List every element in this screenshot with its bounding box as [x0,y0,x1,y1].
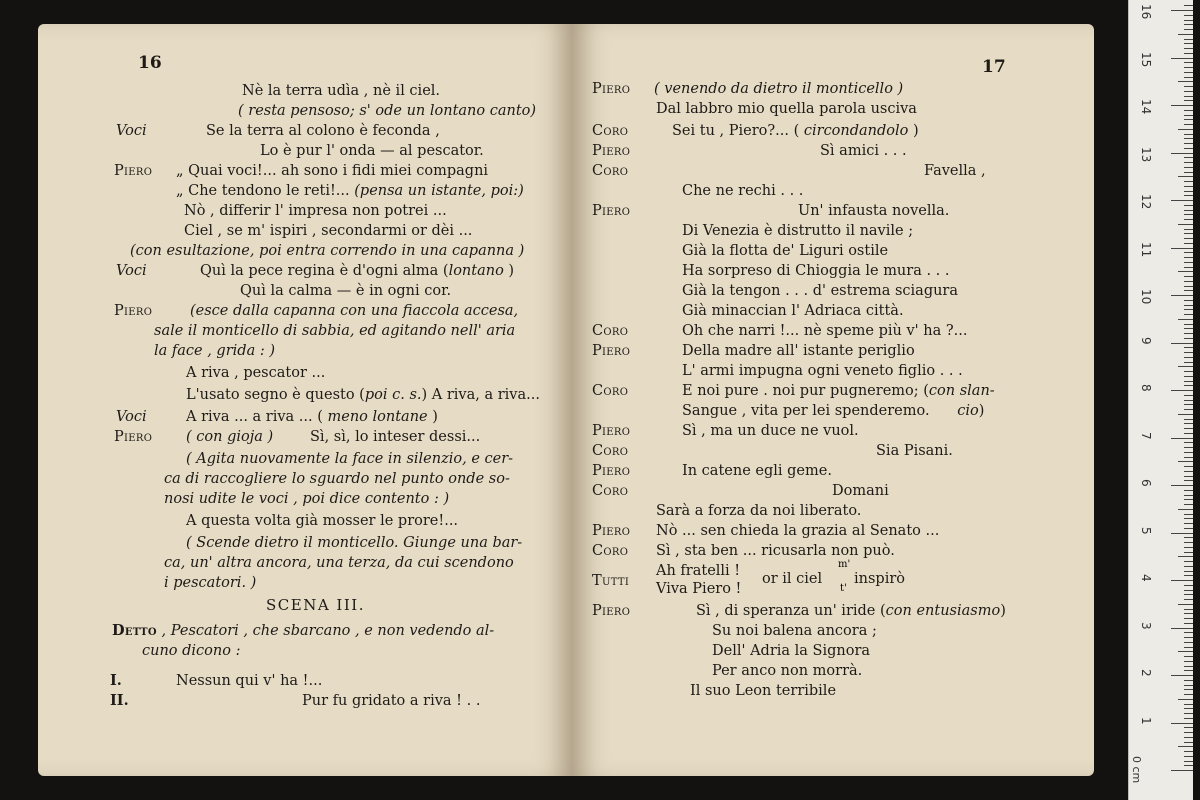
text-line: Detto , Pescatori , che sbarcano , e non vedendo al- [112,622,495,639]
ruler-tick [1184,623,1193,624]
speaker-label: Voci [116,409,147,425]
speaker-label: Piero [592,81,631,97]
ruler-number: 2 [1139,669,1153,677]
ruler-tick [1184,195,1193,196]
speaker-label: Coro [592,123,629,139]
ruler-tick [1171,485,1193,486]
text-line: L' armi impugna ogni veneto figlio . . . [682,363,963,379]
ruler-tick [1184,423,1193,424]
ruler-tick [1184,181,1193,182]
ruler-tick [1184,613,1193,614]
ruler-tick [1184,404,1193,405]
stage-direction: ( venendo da dietro il monticello ) [654,81,904,97]
measuring-ruler [1128,0,1193,800]
text-line: Sì , ma un duce ne vuol. [682,423,859,439]
ruler-tick [1184,300,1193,301]
text-line: Nessun qui v' ha !... [176,673,323,689]
ruler-tick [1184,381,1193,382]
text-line: Ha sorpreso di Chioggia le mura . . . [682,263,950,279]
ruler-number: 14 [1139,99,1153,115]
ruler-tick [1171,105,1193,106]
ruler-tick [1184,305,1193,306]
ruler-tick [1184,670,1193,671]
ruler-tick [1184,419,1193,420]
ruler-tick [1178,509,1193,510]
ruler-tick [1184,542,1193,543]
ruler-tick [1184,347,1193,348]
speaker-label: Piero [592,203,631,219]
ruler-tick [1184,466,1193,467]
text-line: Che ne rechi . . . [682,183,804,199]
ruler-tick [1184,210,1193,211]
ruler-tick [1184,661,1193,662]
text-line: Quì la pece regina è d'ogni alma (lontano ) [200,263,515,279]
ruler-tick [1184,72,1193,73]
right-page [572,24,1094,776]
ruler-tick [1184,694,1193,695]
ruler-tick [1184,96,1193,97]
ruler-tick [1171,580,1193,581]
speaker-label: II. [110,692,129,709]
text-line: „ Che tendono le reti!... (pensa un istante, poi:) [176,183,524,199]
ruler-tick [1184,134,1193,135]
ruler-tick [1184,314,1193,315]
ruler-tick [1184,24,1193,25]
ruler-tick [1184,186,1193,187]
text-line: Domani [832,483,889,499]
ruler-tick [1184,561,1193,562]
page-number: 16 [138,53,162,73]
ruler-tick [1184,39,1193,40]
ruler-tick [1178,224,1193,225]
ruler-tick [1184,590,1193,591]
ruler-tick [1184,585,1193,586]
ruler-tick [1184,262,1193,263]
text-line: L'usato segno è questo (poi c. s.) A riva, a riva... [186,387,540,403]
ruler-tick [1184,594,1193,595]
ruler-tick [1178,556,1193,557]
text-line: Sì , di speranza un' iride (con entusiasmo) [696,603,1006,619]
ruler-tick [1184,214,1193,215]
speaker-label: Coro [592,443,629,459]
speaker-label: Piero [114,303,153,319]
ruler-tick [1184,447,1193,448]
ruler-tick [1184,647,1193,648]
text-line: Oh che narri !... nè speme più v' ha ?... [682,323,968,339]
ruler-tick [1184,609,1193,610]
stage-direction: nosi udite le voci , poi dice contento : ) [164,491,450,507]
ruler-tick [1178,366,1193,367]
ruler-tick [1184,362,1193,363]
ruler-tick [1171,153,1193,154]
ruler-tick [1184,476,1193,477]
stage-direction: ca di raccogliere lo sguardo nel punto onde so- [164,471,510,487]
ruler-tick [1184,86,1193,87]
ruler-tick [1184,685,1193,686]
ruler-tick [1184,338,1193,339]
text-line: Già la flotta de' Liguri ostile [682,243,889,259]
ruler-tick [1184,229,1193,230]
ruler-tick [1184,708,1193,709]
ruler-tick [1184,457,1193,458]
ruler-tick [1184,514,1193,515]
text-line: Il suo Leon terribile [690,683,837,699]
ruler-tick [1184,666,1193,667]
speaker-label: Voci [116,123,147,139]
stage-direction: ( Agita nuovamente la face in silenzio, e cer- [186,451,514,467]
ruler-number: 1 [1139,716,1153,725]
text-line: In catene egli geme. [682,463,832,479]
ruler-number: 7 [1139,431,1153,440]
ruler-tick [1184,267,1193,268]
ruler-tick [1184,490,1193,491]
ruler-tick [1171,343,1193,344]
ruler-tick [1184,20,1193,21]
subscript: t' [840,583,847,594]
text-line: Lo è pur l' onda — al pescator. [260,143,484,159]
ruler-tick [1184,575,1193,576]
ruler-tick [1184,547,1193,548]
ruler-tick [1184,328,1193,329]
ruler-number: 12 [1139,194,1153,210]
ruler-tick [1184,119,1193,120]
ruler-tick [1184,91,1193,92]
ruler-tick [1184,552,1193,553]
ruler-tick [1184,67,1193,68]
ruler-tick [1184,599,1193,600]
ruler-tick [1184,761,1193,762]
ruler-number: 11 [1139,241,1153,257]
ruler-tick [1184,100,1193,101]
text-line: Sia Pisani. [876,443,953,459]
ruler-tick [1184,618,1193,619]
ruler-tick [1184,566,1193,567]
text-line: Pur fu gridato a riva ! . . [302,693,481,709]
ruler-tick [1184,442,1193,443]
ruler-tick [1171,770,1193,771]
ruler-tick [1184,15,1193,16]
text-line: Se la terra al colono è feconda , [206,123,440,139]
ruler-tick [1184,324,1193,325]
ruler-tick [1184,751,1193,752]
speaker-label: Coro [592,543,629,559]
text-line: ( con gioja ) Sì, sì, lo inteser dessi... [186,429,481,445]
ruler-tick [1184,243,1193,244]
ruler-tick [1184,756,1193,757]
ruler-tick [1184,656,1193,657]
ruler-tick [1184,518,1193,519]
ruler-number: 10 [1139,289,1153,305]
ruler-tick [1178,81,1193,82]
ruler-tick [1184,138,1193,139]
ruler-tick [1184,680,1193,681]
ruler-tick [1184,504,1193,505]
speaker-label: Piero [114,163,153,179]
text-line: Un' infausta novella. [798,203,950,219]
ruler-tick [1178,34,1193,35]
ruler-tick [1184,143,1193,144]
text-line: Sì amici . . . [820,143,907,159]
ruler-tick [1184,238,1193,239]
ruler-tick [1184,257,1193,258]
stage-direction: ( Scende dietro il monticello. Giunge una bar- [186,535,523,551]
ruler-tick [1178,699,1193,700]
ruler-tick [1184,162,1193,163]
ruler-tick [1178,414,1193,415]
ruler-tick [1184,452,1193,453]
ruler-tick [1178,271,1193,272]
ruler-tick [1184,433,1193,434]
speaker-label: Piero [592,603,631,619]
text-line: Ah fratelli ! [656,563,741,579]
ruler-tick [1184,167,1193,168]
ruler-tick [1184,352,1193,353]
text-line: Di Venezia è distrutto il navile ; [682,223,914,239]
ruler-tick [1184,77,1193,78]
ruler-tick [1184,642,1193,643]
ruler-tick [1184,62,1193,63]
ruler-tick [1184,718,1193,719]
ruler-number: 3 [1139,621,1153,630]
text-line: A riva , pescator ... [186,365,326,381]
text-line: or il ciel [762,571,823,587]
text-line: Dal labbro mio quella parola usciva [656,101,917,117]
ruler-tick [1184,124,1193,125]
ruler-tick [1184,523,1193,524]
text-line: Già la tengon . . . d' estrema sciagura [682,283,959,299]
ruler-tick [1184,727,1193,728]
ruler-tick [1184,276,1193,277]
text-line: Ciel , se m' ispiri , secondarmi or dèi ... [184,223,473,239]
ruler-tick [1184,471,1193,472]
ruler-tick [1184,5,1193,6]
ruler-tick [1184,191,1193,192]
speaker-label: Piero [592,463,631,479]
ruler-tick [1171,248,1193,249]
ruler-tick [1184,53,1193,54]
text-line: Per anco non morrà. [712,663,863,679]
ruler-tick [1184,480,1193,481]
scene-heading: SCENA III. [266,596,365,614]
text-line: inspirò [854,571,905,587]
ruler-tick [1184,742,1193,743]
ruler-tick [1184,172,1193,173]
ruler-tick [1184,233,1193,234]
ruler-tick [1184,48,1193,49]
ruler-tick [1184,632,1193,633]
text-line: Della madre all' istante periglio [682,343,915,359]
ruler-tick [1184,252,1193,253]
speaker-label: Coro [592,163,629,179]
speaker-label: Piero [592,143,631,159]
ruler-tick [1178,319,1193,320]
ruler-tick [1184,737,1193,738]
ruler-tick [1184,495,1193,496]
speaker-label: Piero [592,423,631,439]
ruler-number: 16 [1139,4,1153,20]
ruler-tick [1178,176,1193,177]
ruler-unit-label: 0 cm [1130,756,1143,784]
stage-direction: (con esultazione, poi entra correndo in una capanna ) [130,243,525,259]
speaker-label: Piero [592,343,631,359]
ruler-number: 8 [1139,384,1153,392]
ruler-tick [1184,371,1193,372]
ruler-tick [1184,110,1193,111]
ruler-tick [1184,537,1193,538]
ruler-number: 5 [1139,526,1153,535]
ruler-tick [1171,390,1193,391]
text-line: A questa volta già mosser le prore!... [186,513,459,529]
speaker-label: Piero [114,429,153,445]
ruler-tick [1184,732,1193,733]
text-line: Dell' Adria la Signora [712,643,871,659]
ruler-tick [1171,628,1193,629]
text-line: Sei tu , Piero?... ( circondandolo ) [672,123,919,139]
stage-direction: la face , grida : ) [154,343,275,359]
ruler-tick [1184,704,1193,705]
ruler-number: 6 [1139,479,1153,487]
text-line: Nè la terra udìa , nè il ciel. [242,83,441,99]
ruler-tick [1184,395,1193,396]
left-page [38,24,572,776]
ruler-tick [1184,219,1193,220]
ruler-tick [1184,43,1193,44]
ruler-tick [1184,528,1193,529]
ruler-tick [1171,200,1193,201]
text-line: Viva Piero ! [656,581,742,597]
ruler-tick [1178,604,1193,605]
speaker-label: Coro [592,383,629,399]
ruler-tick [1171,58,1193,59]
ruler-tick [1171,10,1193,11]
speaker-label: Coro [592,323,629,339]
ruler-tick [1171,533,1193,534]
ruler-tick [1171,723,1193,724]
ruler-tick [1184,571,1193,572]
text-line: Su noi balena ancora ; [712,623,877,639]
ruler-tick [1184,357,1193,358]
ruler-tick [1171,675,1193,676]
ruler-tick [1184,409,1193,410]
ruler-tick [1184,499,1193,500]
ruler-tick [1184,115,1193,116]
ruler-tick [1184,689,1193,690]
text-line: Quì la calma — è in ogni cor. [240,283,452,299]
ruler-tick [1184,286,1193,287]
ruler-tick [1184,333,1193,334]
ruler-tick [1184,205,1193,206]
ruler-tick [1184,713,1193,714]
ruler-tick [1171,295,1193,296]
text-line: Già minaccian l' Adriaca città. [682,303,904,319]
stage-direction: cuno dicono : [142,643,241,659]
ruler-tick [1178,651,1193,652]
text-line: Nò , differir l' impresa non potrei ... [184,203,447,219]
ruler-tick [1178,461,1193,462]
page-number: 17 [982,57,1006,77]
ruler-tick [1184,290,1193,291]
text-line: Favella , [924,163,986,179]
stage-direction: sale il monticello di sabbia, ed agitando nell' aria [154,323,516,339]
ruler-tick [1171,438,1193,439]
ruler-tick [1184,428,1193,429]
ruler-tick [1184,29,1193,30]
stage-direction: ca, un' altra ancora, una terza, da cui scendono [164,555,514,571]
ruler-tick [1184,281,1193,282]
ruler-tick [1184,385,1193,386]
ruler-tick [1184,148,1193,149]
ruler-number: 9 [1139,336,1153,345]
text-line: Sarà a forza da noi liberato. [656,503,862,519]
speaker-label: Piero [592,523,631,539]
ruler-number: 4 [1139,574,1153,582]
ruler-tick [1184,376,1193,377]
text-line: „ Quai voci!... ah sono i fidi miei compagni [176,163,489,179]
ruler-number: 15 [1139,51,1153,67]
stage-direction: i pescatori. ) [164,575,257,591]
ruler-number: 13 [1139,146,1153,162]
speaker-label: Tutti [592,573,630,589]
superscript: m' [838,559,851,570]
stage-direction: (esce dalla capanna con una fiaccola accesa, [190,303,519,319]
ruler-tick [1178,129,1193,130]
text-line: Sangue , vita per lei spenderemo. cio) [682,403,985,419]
stage-direction: ( resta pensoso; s' ode un lontano canto) [238,103,537,119]
text-line: Sì , sta ben ... ricusarla non può. [656,543,895,559]
speaker-label: Voci [116,263,147,279]
text-line: E noi pure . noi pur pugneremo; (con slan- [682,383,995,399]
ruler-tick [1184,309,1193,310]
speaker-label: Coro [592,483,629,499]
ruler-tick [1184,157,1193,158]
speaker-label: I. [110,672,122,689]
text-line: Nò ... sen chieda la grazia al Senato ... [656,523,940,539]
ruler-tick [1184,637,1193,638]
text-line: A riva ... a riva ... ( meno lontane ) [186,409,438,425]
ruler-tick [1184,765,1193,766]
ruler-tick [1184,400,1193,401]
ruler-tick [1178,746,1193,747]
